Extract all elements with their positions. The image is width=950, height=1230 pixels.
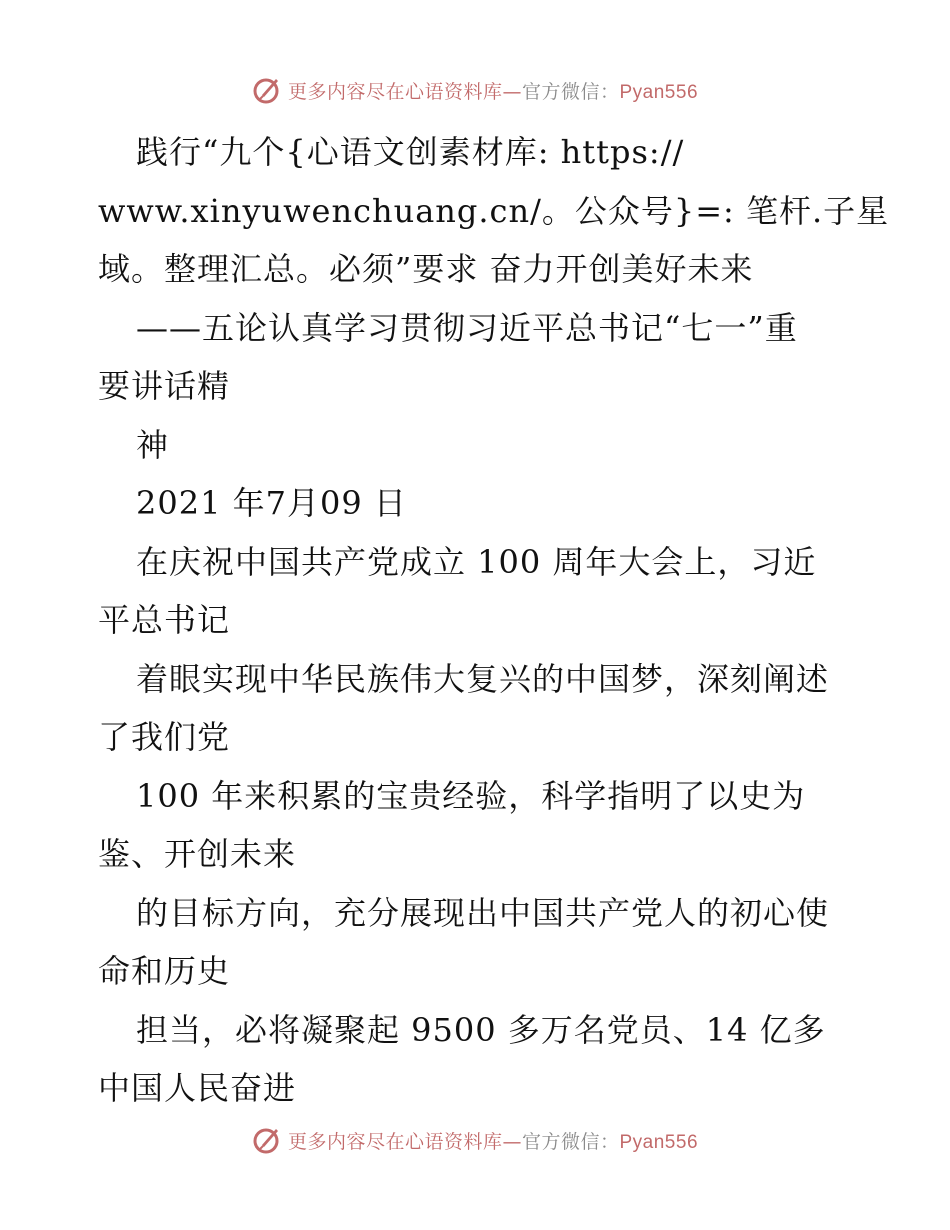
document-body: [98, 123, 890, 1118]
banner-brand-text: 更多内容尽在心语资料库: [287, 1130, 503, 1153]
text-line: 在庆祝中国共产党成立 100 周年大会上，习近: [136, 542, 817, 581]
text-line: 着眼实现中华民族伟大复兴的中国梦，深刻阐述: [136, 659, 830, 698]
text-line: 命和历史: [98, 952, 231, 990]
text-line: 践行“九个{心语文创素材库: https://: [136, 133, 685, 171]
quill-seal-icon: [252, 1125, 282, 1155]
banner-official-text: 官方微信：: [521, 80, 620, 103]
banner-official-text: 官方微信：: [521, 1130, 620, 1153]
text-line: 的目标方向，充分展现出中国共产党人的初心使: [136, 893, 830, 932]
header-banner: [0, 70, 950, 110]
banner-dash: —: [502, 80, 522, 103]
banner-dash: —: [502, 1130, 522, 1153]
quill-seal-icon: [252, 75, 282, 105]
text-line: 域。整理汇总。必须”要求 奋力开创美好未来: [98, 250, 754, 288]
date-line: 2021 年7月09 日: [136, 484, 407, 522]
text-line: www.xinyuwenchuang.cn/。公众号}=: 笔杆.子星: [98, 191, 890, 230]
banner-wechat-handle: Pyan556: [619, 1131, 699, 1153]
footer-banner: [0, 1120, 950, 1160]
text-line: 要讲话精: [98, 367, 231, 405]
text-line: ——五论认真学习贯彻习近平总书记“七一”重: [136, 308, 798, 347]
text-line: 100 年来积累的宝贵经验，科学指明了以史为: [136, 776, 806, 815]
banner-wechat-handle: Pyan556: [619, 81, 699, 103]
text-line: 神: [136, 425, 170, 464]
text-line: 了我们党: [98, 718, 231, 756]
text-line: 中国人民奋进: [98, 1069, 297, 1107]
banner-brand-text: 更多内容尽在心语资料库: [287, 80, 503, 103]
text-line: 鉴、开创未来: [98, 835, 297, 873]
text-line: 担当，必将凝聚起 9500 多万名党员、14 亿多: [136, 1010, 826, 1049]
text-line: 平总书记: [98, 601, 231, 639]
